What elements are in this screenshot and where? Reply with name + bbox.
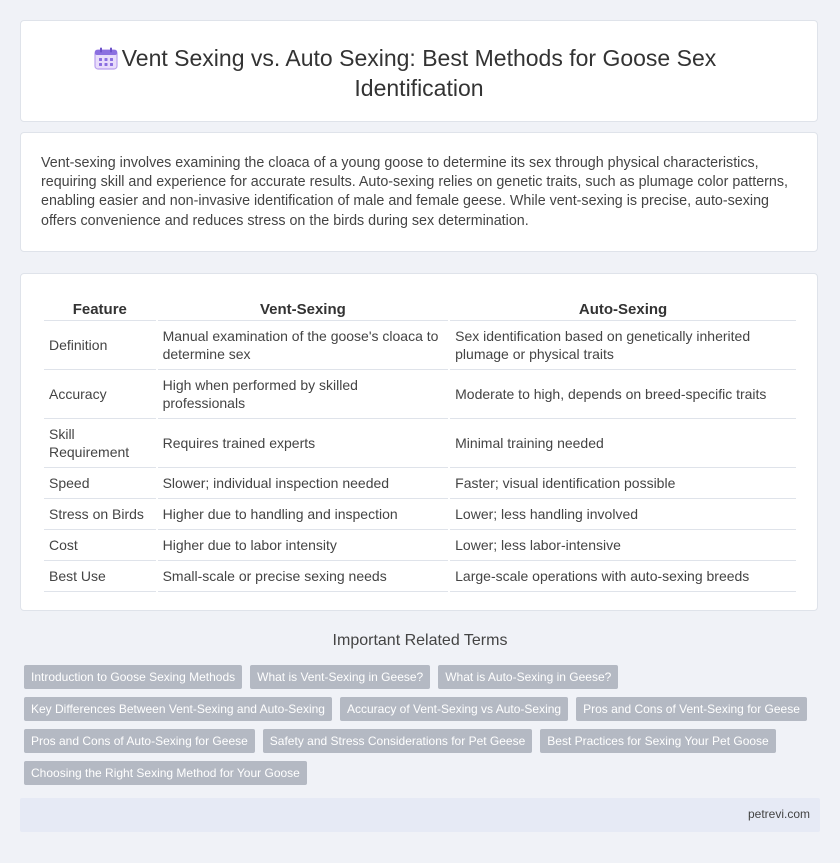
row-auto-value: Lower; less handling involved [450, 499, 796, 530]
table-row [44, 321, 796, 370]
row-feature: Definition [44, 321, 156, 370]
row-feature: Accuracy [44, 370, 156, 419]
row-vent-value: Manual examination of the goose's cloaca to determine sex [158, 321, 449, 370]
table-row [44, 530, 796, 561]
row-feature: Speed [44, 468, 156, 499]
row-auto-value: Minimal training needed [450, 419, 796, 468]
row-vent-value: Higher due to handling and inspection [158, 499, 449, 530]
comparison-card [20, 273, 818, 611]
footer-site-link[interactable]: petrevi.com [747, 807, 810, 821]
header-vent-sexing: Vent-Sexing [158, 296, 449, 321]
related-tag[interactable]: Safety and Stress Considerations for Pet Geese [263, 729, 532, 753]
row-vent-value: Requires trained experts [158, 419, 449, 468]
table-row [44, 468, 796, 499]
header-feature: Feature [44, 296, 156, 321]
table-row [44, 419, 796, 468]
related-tag[interactable]: Key Differences Between Vent-Sexing and Auto-Sexing [24, 697, 332, 721]
related-tags-row [24, 665, 618, 689]
title-card [20, 20, 818, 122]
footer [20, 798, 820, 832]
table-row [44, 370, 796, 419]
row-vent-value: Higher due to labor intensity [158, 530, 449, 561]
row-feature: Skill Requirement [44, 419, 156, 468]
row-feature: Cost [44, 530, 156, 561]
table-row [44, 499, 796, 530]
related-tag[interactable]: Accuracy of Vent-Sexing vs Auto-Sexing [340, 697, 568, 721]
related-tag[interactable]: Introduction to Goose Sexing Methods [24, 665, 242, 689]
intro-paragraph: Vent-sexing involves examining the cloaca of a young goose to determine its sex through physical characteristics, requiring skill and experience for accurate results. Auto-sexing relies on genetic traits, such as plumage color patterns, enabling easier and non-invasive identification of male and female geese. While vent-sexing is precise, auto-sexing offers convenience and reduces stress on the birds during sex determination. [41, 155, 788, 229]
row-auto-value: Lower; less labor-intensive [450, 530, 796, 561]
row-feature: Stress on Birds [44, 499, 156, 530]
header-auto-sexing: Auto-Sexing [450, 296, 796, 321]
row-vent-value: Small-scale or precise sexing needs [158, 561, 449, 592]
row-vent-value: High when performed by skilled professionals [158, 370, 449, 419]
related-tag[interactable]: Pros and Cons of Auto-Sexing for Geese [24, 729, 255, 753]
related-tag[interactable]: Choosing the Right Sexing Method for Your Goose [24, 761, 307, 785]
row-feature: Best Use [44, 561, 156, 592]
page-title: Vent Sexing vs. Auto Sexing: Best Methods for Goose Sex Identification [121, 45, 717, 101]
row-auto-value: Large-scale operations with auto-sexing breeds [450, 561, 796, 592]
related-terms-heading: Important Related Terms [332, 632, 508, 649]
row-auto-value: Sex identification based on genetically inherited plumage or physical traits [450, 321, 796, 370]
row-auto-value: Moderate to high, depends on breed-specific traits [450, 370, 796, 419]
table-header-row [44, 296, 796, 321]
related-tag[interactable]: Best Practices for Sexing Your Pet Goose [540, 729, 775, 753]
related-tags-row [24, 761, 307, 785]
related-tag[interactable]: Pros and Cons of Vent-Sexing for Geese [576, 697, 807, 721]
related-tag[interactable]: What is Auto-Sexing in Geese? [438, 665, 618, 689]
related-tags-row [24, 729, 776, 753]
related-tag[interactable]: What is Vent-Sexing in Geese? [250, 665, 430, 689]
intro-card [20, 132, 818, 252]
comparison-table [42, 296, 798, 592]
table-row [44, 561, 796, 592]
row-auto-value: Faster; visual identification possible [450, 468, 796, 499]
related-tags-row [24, 697, 807, 721]
row-vent-value: Slower; individual inspection needed [158, 468, 449, 499]
